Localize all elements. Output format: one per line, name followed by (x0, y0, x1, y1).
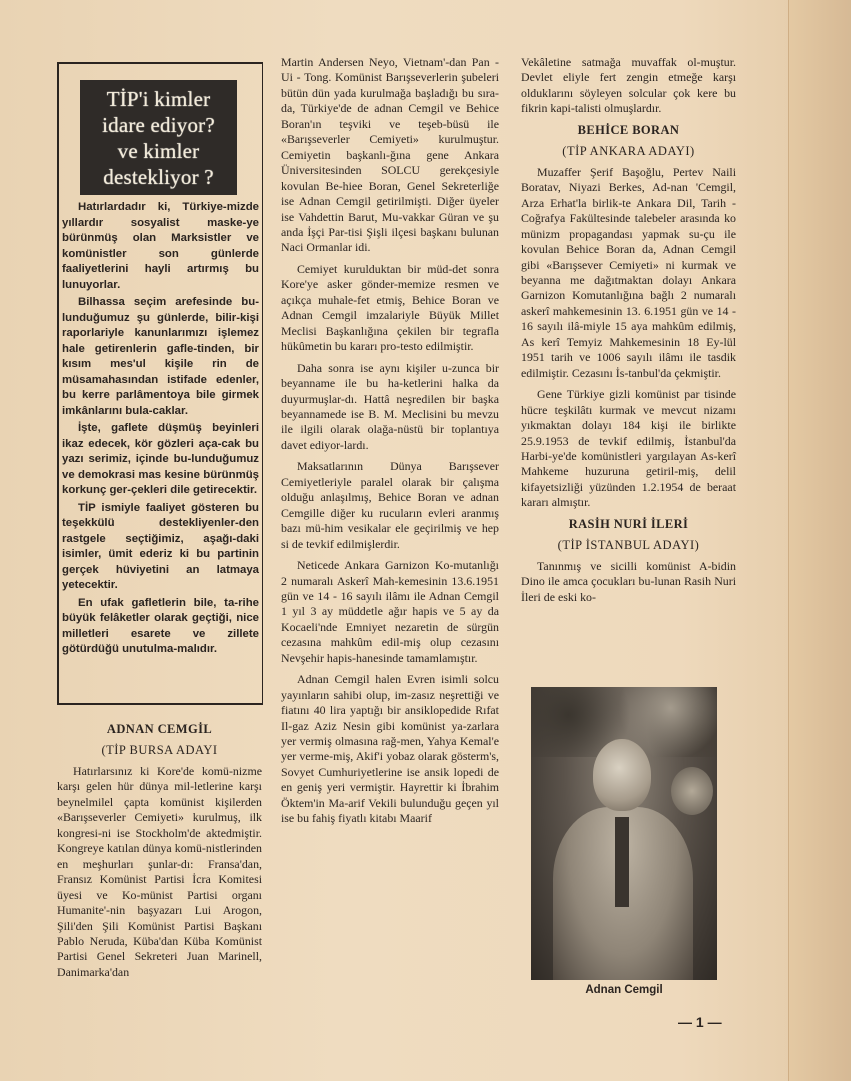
portrait-photo (531, 687, 717, 980)
article-paragraph: Neticede Ankara Garnizon Ko-mutanlığı 2 numaralı Askerî Mah-kemesinin 13.6.1951 gün ve 14 - 16 sayılı ilâmı ile Adnan Cemgil 1 yıl 3 ay müddetle ağır hapis ve 5 ay da Kocaeli'nde Emniyet nezaretin de sürgün cezasına mahkûm edil-miş olup cezasını Nevşehir hapis-hanesinde tamamlamıştır. (281, 558, 499, 665)
intro-paragraph: Hatırlardadır ki, Türkiye-mizde yıllardır sosyalist maske-ye bürünmüş olan Marksistler ve komünistler son günlerde faaliyetlerini hayli artırmış bu lunuyorlar. (62, 201, 259, 291)
section-subtitle-rasih: (TİP İSTANBUL ADAYI) (557, 537, 700, 552)
section-title-adnan: ADNAN CEMGİL (106, 722, 213, 736)
article-paragraph: Hatırlarsınız ki Kore'de komü-nizme karşı gelen hür dünya mil-letlerine karşı beynelmilel çapta komünist kişilerden «Barışseverler Cemiyeti» kurulmuş, ilk kongresi-ni ise Stockholm'de aktedmiştir. Kongreye katılan dünya komü-nistlerinden en meşhurları şunlar-dı: Fransa'dan, Fransız Komünist Partisi İcra Komitesi üyesi ve Ko-münist Partisi organı Humanite'-nin başyazarı Lui Arogon, Şili'den Şili Komünist Partisi Başkanı Pablo Neruda, Küba'dan Küba Komünist Partisi Genel Sekreteri Juan Marinell, Danimarka'dan (57, 764, 262, 979)
section-title-behice: BEHİCE BORAN (577, 122, 680, 137)
article-paragraph: Martin Andersen Neyo, Vietnam'-dan Pan - Ui - Tong. Komünist Barışseverlerin şubeleri bütün dün yada kurulmağa başladığı bu sıra-da, Türkiye'de de adnan Cemgil ve Behice Boran'ın teşviki ve teşeb-büsü ile «Barışseverler Cemiyeti» kurulmuştur. Cemiyetin başkanlı-ğına gene Ankara Üniversitesinden SOLCU gerekçesiyle kovulan Be-hiee Boran, Genel Sekreterliğe ise Adnan Cemgil getirilmişti. Diğer üyeler ise Vahdettin Barut, Mu-vakkar Güran ve şu anda İşçi Par-tisi Şişli ilçesi başkanı bulunan Naci Ormanlar idi. (281, 55, 499, 255)
page-number: — 1 — (678, 1014, 722, 1030)
headline-line: ve kimler (117, 139, 200, 163)
photo-caption: Adnan Cemgil (585, 984, 663, 996)
section-subtitle-adnan: (TİP BURSA ADAYI (101, 743, 218, 757)
column-1 (57, 722, 262, 986)
column-3 (521, 55, 736, 611)
article-paragraph: Cemiyet kurulduktan bir müd-det sonra Kore'ye asker gönder-memize resmen ve açıkça muhale-fet etmiş, Behice Boran ve Adnan Cemgil imzalariyle Büyük Millet Meclisi Başkanlığına çekilen bir tegrafla hükûmetin bu kararı pro-testo edilmiştir. (281, 261, 499, 354)
intro-paragraph: Bilhassa seçim arefesinde bu-lunduğumuz şu günlerde, bilir-kişi raporlariyle kanunlarımızı işlemez hale getirenlerin gafle-tinden, bir kısım mes'ul kişile rin de müsamahasından istifade edenler, bu kerre parlâmentoya bile girmek imkânlarını bula-caklar. (62, 296, 259, 417)
photo-subject-head (593, 739, 651, 811)
article-paragraph: Maksatlarının Dünya Barışsever Cemiyetleriyle paralel olarak bir çalışma olduğu anlaşılmış, Behice Boran ve adnan Cemgille diğer ku rucuların evleri aranmış bazı mü-him vesikalar ele geçirilmiş ve hep si de tevkif edilmişlerdir. (281, 459, 499, 551)
intro-paragraph: En ufak gafletlerin bile, ta-rihe büyük felâketler olarak geçtiği, nice milletleri esarete ve zillete götürdüğü unutulma-malıdır. (62, 596, 259, 655)
article-paragraph: Tanınmış ve sicilli komünist A-bidin Dino ile amca çocukları bu-lunan Rasih Nuri İleri de eski ko- (521, 558, 736, 604)
column-2 (281, 55, 499, 833)
section-subtitle-behice: (TİP ANKARA ADAYI) (562, 143, 695, 158)
photo-subject-tie (615, 817, 629, 907)
intro-text (62, 200, 259, 660)
headline-line: TİP'i kimler (106, 87, 211, 111)
intro-paragraph: İşte, gaflete düşmüş beyinleri ikaz edecek, kör gözleri aça-cak bu yazı serimiz, içinde bu-lunduğumuz ve demokrasi mas kesine bürünmüş korkunç ger-çekleri dile getirecektir. (62, 422, 259, 496)
headline-line: idare ediyor? (102, 113, 215, 137)
article-paragraph: Muzaffer Şerif Başoğlu, Pertev Naili Boratav, Niyazi Berkes, Ad-nan 'Cemgil, Arza Erhat'la birlik-te Ankara Dil, Tarih - Coğrafya Fakültesinde talebeler arasında ko münizm propagandası yapmak su-çu ile kovulan Behice Boran da, Adnan Cemgil gibi «Barışsever Cemiyeti» ni kurmak ve beyanna me dağıtmaktan dolayı Ankara Garnizon Komutanlığına bağlı 2 numaralı askerî mahkemesinin 13. 6.1951 gün ve 14 - 16 sayılı ilâ-miyle 15 aya mahkûm edilmiş, As kerî Temyiz Mahkemesinin 18 Ey-lül 1951 tarih ve 1006 sayılı ilâmı ile tasdik edilmiştir. Cezasını İs-tanbul'da çekmiştir. (521, 164, 736, 380)
article-paragraph: Adnan Cemgil halen Evren isimli solcu yayınların sahibi olup, im-zasız neşrettiği ve fiatını 40 lira yaptığı bir ansiklopedide Rıfat Il-gaz Aziz Nesin gibi komünist ya-zarlara yer vermiş olmasına rağ-men, Yahya Kemal'e yer verme-miş, Akif'i yobaz olarak gösterm's, Sovyet Cumhuriyetlerine ise ansik lopedi de en geniş yeri vermiştir. Hayrettir ki İbrahim Öktem'in Ma-arif Vekili bulunduğu geçen yıl ise bu fahiş fiyatlı kitabı Maarif (281, 672, 499, 826)
article-paragraph: Gene Türkiye gizli komünist par tisinde hücre teşkilâtı kurmak ve mevcut nizamı yıkmaktan dolayı 184 kişi ile birlikte 25.9.1953 de tevkif edilmiş, İstanbul'da Harbi-ye'de komünistleri yargılayan As-kerî Mahkeme huzuruna getiril-miş, delil kifayetsizliği yüzünden 1.2.1954 de beraat kararı almıştır. (521, 387, 736, 510)
article-paragraph: Daha sonra ise aynı kişiler u-zunca bir beyanname ile bu ha-ketlerini halka da duyurmuşlar-dı. Hattâ neşredilen bir başka beyannamede ise B. M. Meclisini bu mevzu ile ilgili olarak olağa-nüstü bir toplantıya davet ediyor-lardı. (281, 360, 499, 452)
page-edge (788, 0, 851, 1081)
article-paragraph: Vekâletine satmağa muvaffak ol-muştur. Devlet eliyle fert zengin etmeğe karşı olduklarını söyleyen solcular çok kere bu fikrin kapi-talisti olmuşlardır. (521, 55, 736, 116)
intro-paragraph: TİP ismiyle faaliyet gösteren bu teşekkülü destekliyenler-den rastgele seçtiğimiz, aşağı-daki isimler, ümit ederiz ki bu partinin gerçek hüviyetini an latmaya yetecektir. (62, 501, 259, 591)
headline-line: destekliyor ? (103, 165, 214, 189)
section-title-rasih: RASİH NURİ İLERİ (568, 516, 689, 531)
photo-background-figure (671, 767, 713, 815)
headline-block (80, 80, 237, 195)
